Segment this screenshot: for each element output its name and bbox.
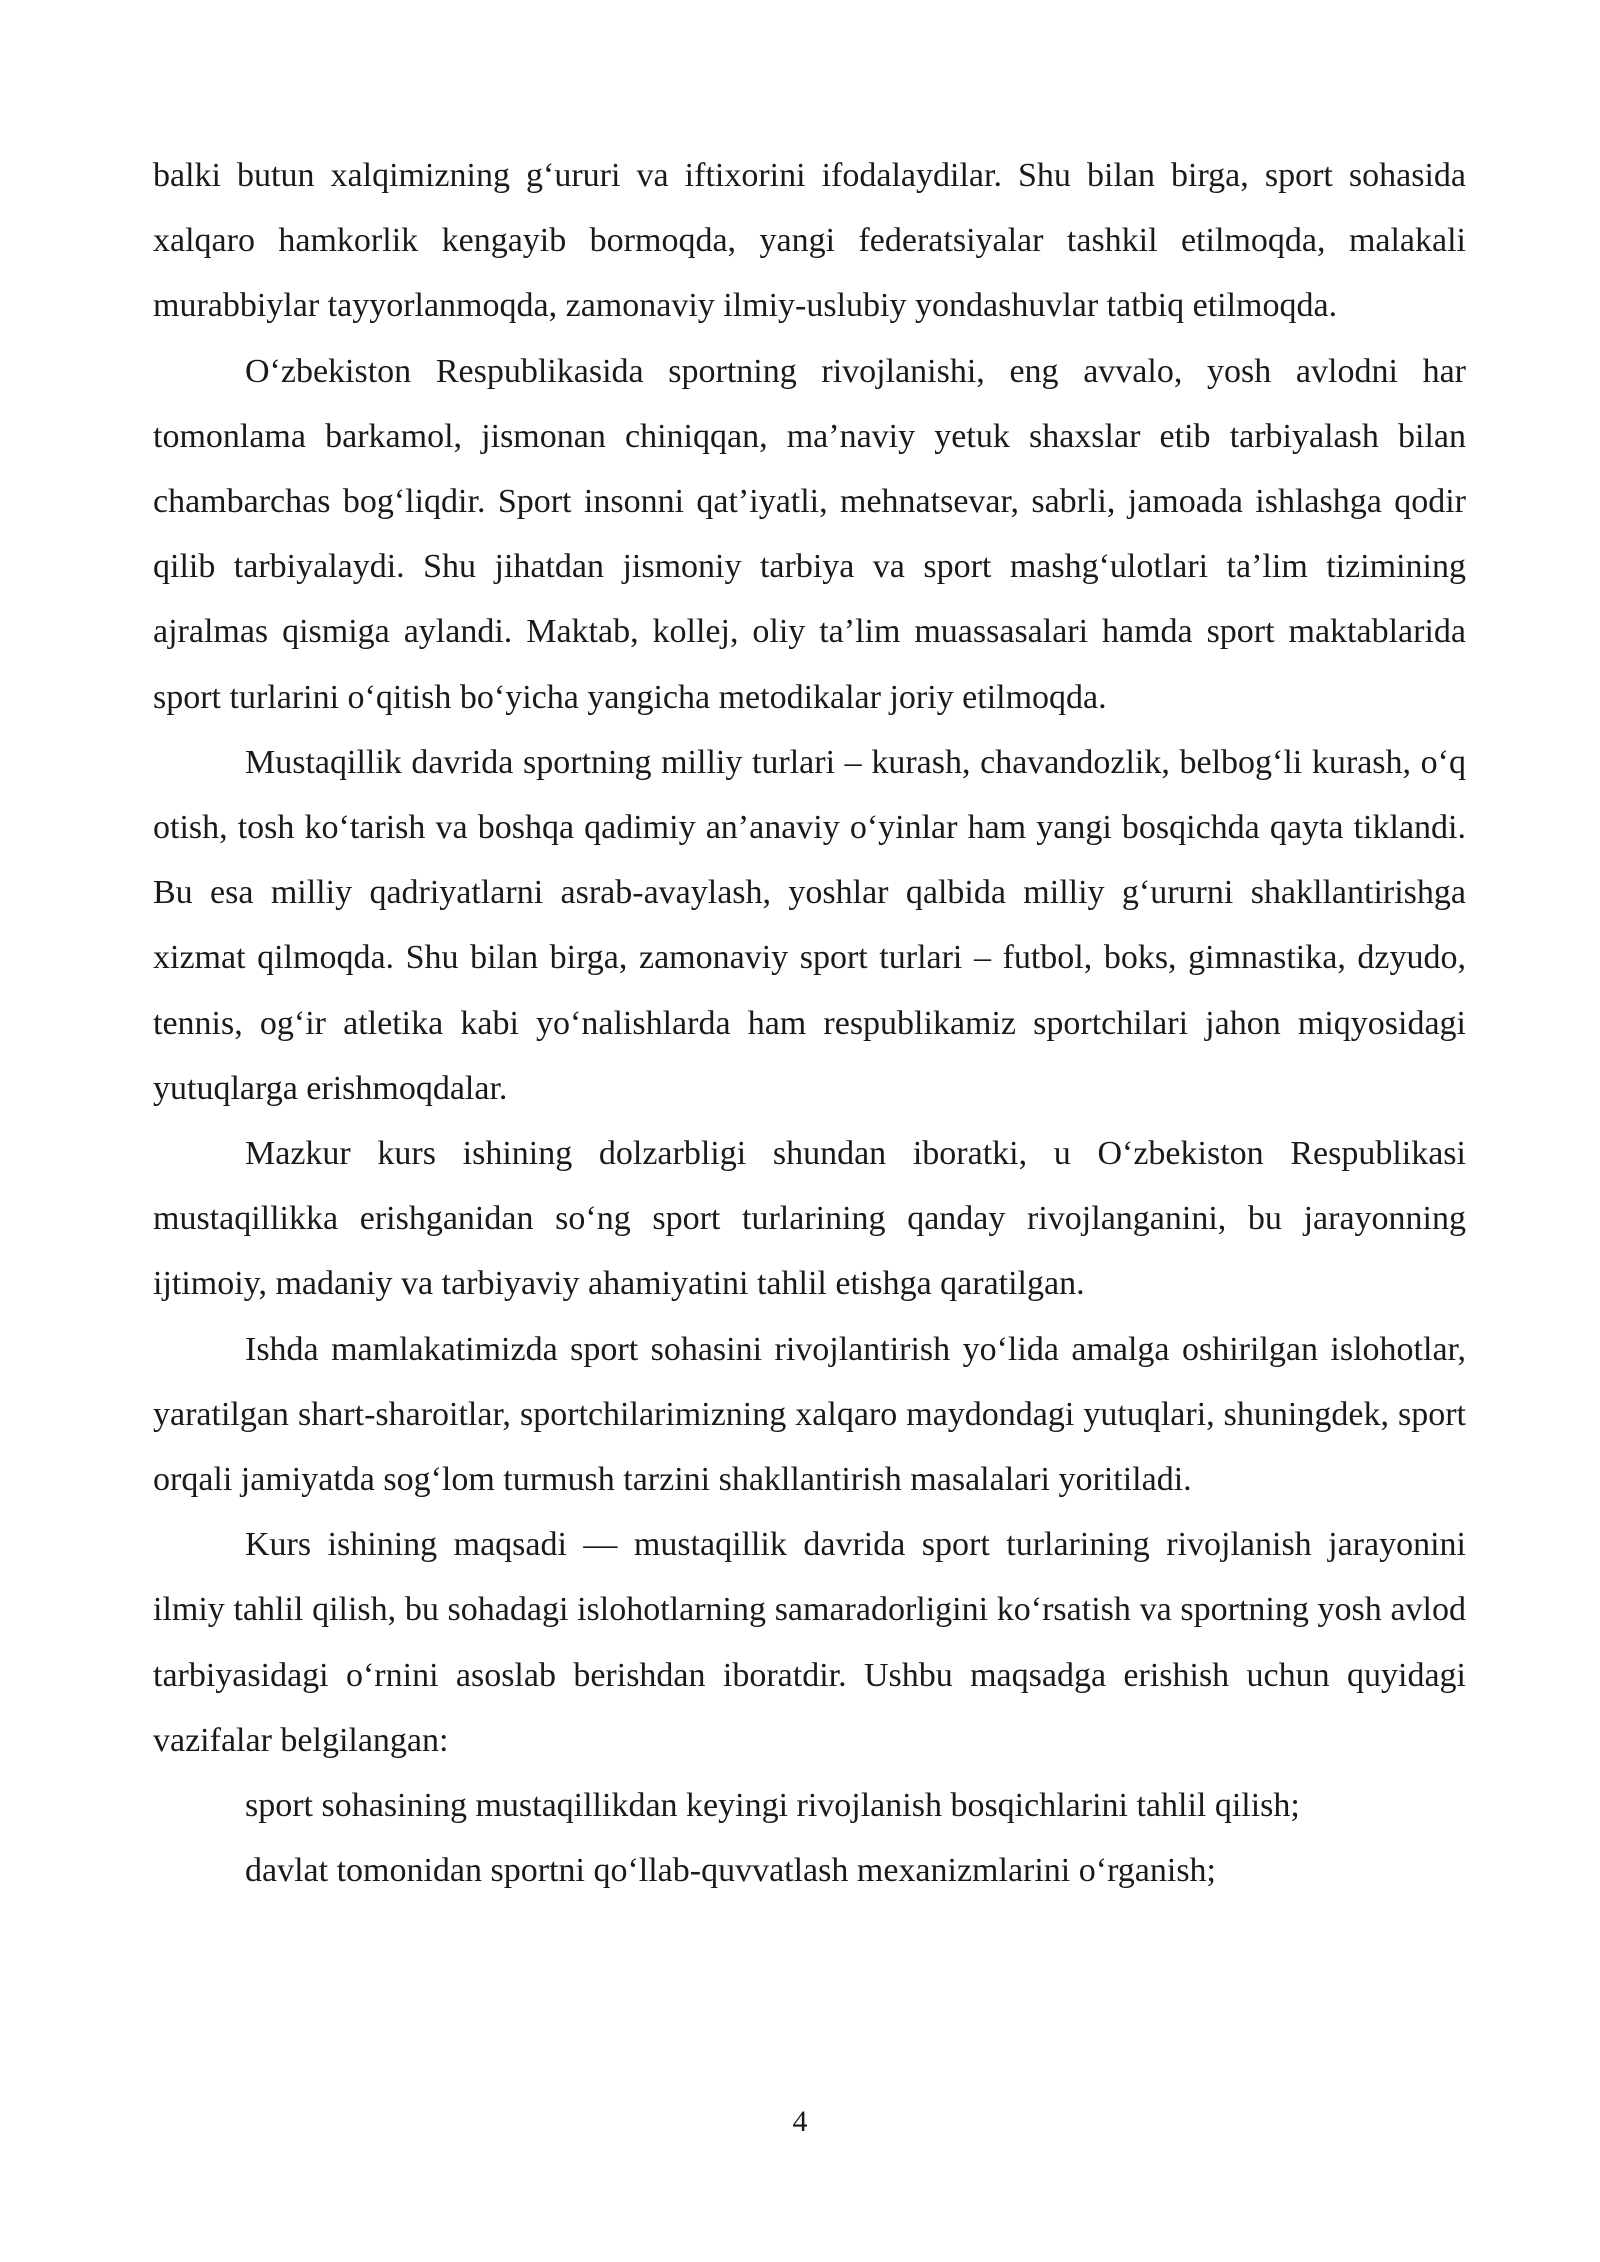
task-item: davlat tomonidan sportni qo‘llab-quvvatlash mexanizmlarini o‘rganish; (245, 1852, 1216, 1890)
paragraph-scope: Ishda mamlakatimizda sport sohasini rivojlantirish yo‘lida amalga oshirilgan islohotlar, yaratilgan shart-sharoitlar, sportchilarimizning xalqaro maydondagi yutuqlari, shuningdek, sport orqali jamiyatda sog‘lom turmush tarzini shakllantirish masalalari yoritiladi. (153, 1330, 1466, 1499)
task-item: sport sohasining mustaqillikdan keyingi rivojlanish bosqichlarini tahlil qilish; (245, 1787, 1300, 1825)
paragraph-sport-development: O‘zbekiston Respublikasida sportning rivojlanishi, eng avvalo, yosh avlodni har tomonlama barkamol, jismonan chiniqqan, ma’naviy yetuk shaxslar etib tarbiyalash bilan chambarchas bog‘liqdir. Sport insonni qat’iyatli, mehnatsevar, sabrli, jamoada ishlashga qodir qilib tarbiyalaydi. Shu jihatdan jismoniy tarbiya va sport mashg‘ulotlari ta’lim tizimining ajralmas qismiga aylandi. Maktab, kollej, oliy ta’lim muassasalari hamda sport maktablarida sport turlarini o‘qitish bo‘yicha yangicha metodikalar joriy etilmoqda. (153, 352, 1466, 716)
paragraph-national-sports: Mustaqillik davrida sportning milliy turlari – kurash, chavandozlik, belbog‘li kurash, o‘q otish, tosh ko‘tarish va boshqa qadimiy an’anaviy o‘yinlar ham yangi bosqichda qayta tiklandi. Bu esa milliy qadriyatlarni asrab-avaylash, yoshlar qalbida milliy g‘ururni shakllantirishga xizmat qilmoqda. Shu bilan birga, zamonaviy sport turlari – futbol, boks, gimnastika, dzyudo, tennis, og‘ir atletika kabi yo‘nalishlarda ham respublikamiz sportchilari jahon miqyosidagi yutuqlarga erishmoqdalar. (153, 743, 1466, 1107)
page-number: 4 (792, 2105, 808, 2138)
document-body (153, 143, 1466, 1903)
paragraph-relevance: Mazkur kurs ishining dolzarbligi shundan iboratki, u O‘zbekiston Respublikasi mustaqillikka erishganidan so‘ng sport turlarining qanday rivojlanganini, bu jarayonning ijtimoiy, madaniy va tarbiyaviy ahamiyatini tahlil etishga qaratilgan. (153, 1135, 1466, 1303)
paragraph-continuation: balki butun xalqimizning g‘ururi va iftixorini ifodalaydilar. Shu bilan birga, sport sohasida xalqaro hamkorlik kengayib bormoqda, yangi federatsiyalar tashkil etilmoqda, malakali murabbiylar tayyorlanmoqda, zamonaviy ilmiy-uslubiy yondashuvlar tatbiq etilmoqda. (153, 157, 1466, 325)
paragraph-goal: Kurs ishining maqsadi — mustaqillik davrida sport turlarining rivojlanish jarayonini ilmiy tahlil qilish, bu sohadagi islohotlarning samaradorligini ko‘rsatish va sportning yosh avlod tarbiyasidagi o‘rnini asoslab berishdan iboratdir. Ushbu maqsadga erishish uchun quyidagi vazifalar belgilangan: (153, 1526, 1466, 1759)
